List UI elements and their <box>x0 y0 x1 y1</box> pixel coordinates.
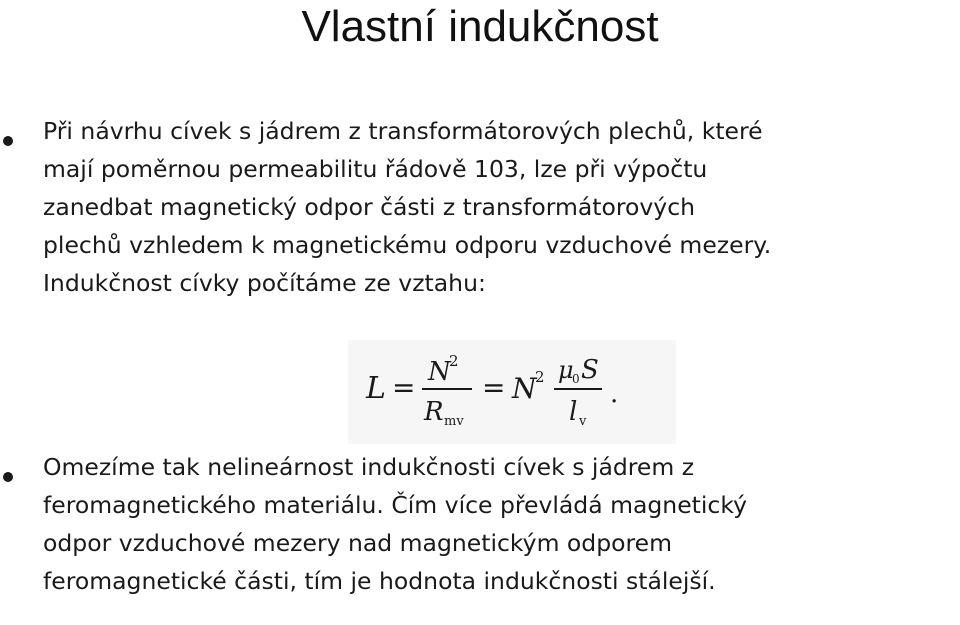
text-line: zanedbat magnetický odpor části z transformátorových <box>43 193 696 221</box>
text-line: Indukčnost cívky počítáme ze vztahu: <box>43 269 486 297</box>
frac2-mu: μ <box>558 356 574 384</box>
text-line: plechů vzhledem k magnetickému odporu vzduchové mezery. <box>43 231 772 259</box>
text-line: feromagnetické části, tím je hodnota indukčnosti stálejší. <box>43 567 716 595</box>
bullet-dot-icon <box>3 472 13 482</box>
frac2-mu-subscript: 0 <box>572 372 580 386</box>
formula-lhs: L <box>366 371 386 406</box>
frac2-s: S <box>581 355 599 385</box>
text-line: mají poměrnou permeabilitu řádově 103, lze při výpočtu <box>43 155 708 183</box>
formula-period: . <box>610 379 619 409</box>
text-line: Omezíme tak nelineárnost indukčnosti cívek s jádrem z <box>43 453 695 481</box>
frac1-denominator: R <box>424 397 444 427</box>
slide-title: Vlastní indukčnost <box>301 2 659 51</box>
formula-n-exponent: 2 <box>535 368 545 386</box>
formula-equals: = <box>392 371 416 404</box>
bullet-text <box>43 448 948 600</box>
frac1-denominator-subscript: mv <box>444 414 464 429</box>
formula-equals-2: = <box>482 371 506 404</box>
formula-n: N <box>512 372 537 405</box>
text-line: feromagnetického materiálu. Čím více převládá magnetický <box>43 491 748 519</box>
formula-graphic <box>348 340 676 444</box>
frac1-numerator-exponent: 2 <box>449 352 459 370</box>
frac2-denominator-subscript: v <box>579 414 587 429</box>
bullet-dot-icon <box>3 136 13 146</box>
frac2-denominator: l <box>569 397 578 427</box>
bullet-text <box>43 112 948 302</box>
text-line: odpor vzduchové mezery nad magnetickým odporem <box>43 529 673 557</box>
frac1-numerator: N <box>428 357 451 387</box>
inductance-formula <box>348 340 676 444</box>
text-line: Při návrhu cívek s jádrem z transformátorových plechů, které <box>43 117 763 145</box>
